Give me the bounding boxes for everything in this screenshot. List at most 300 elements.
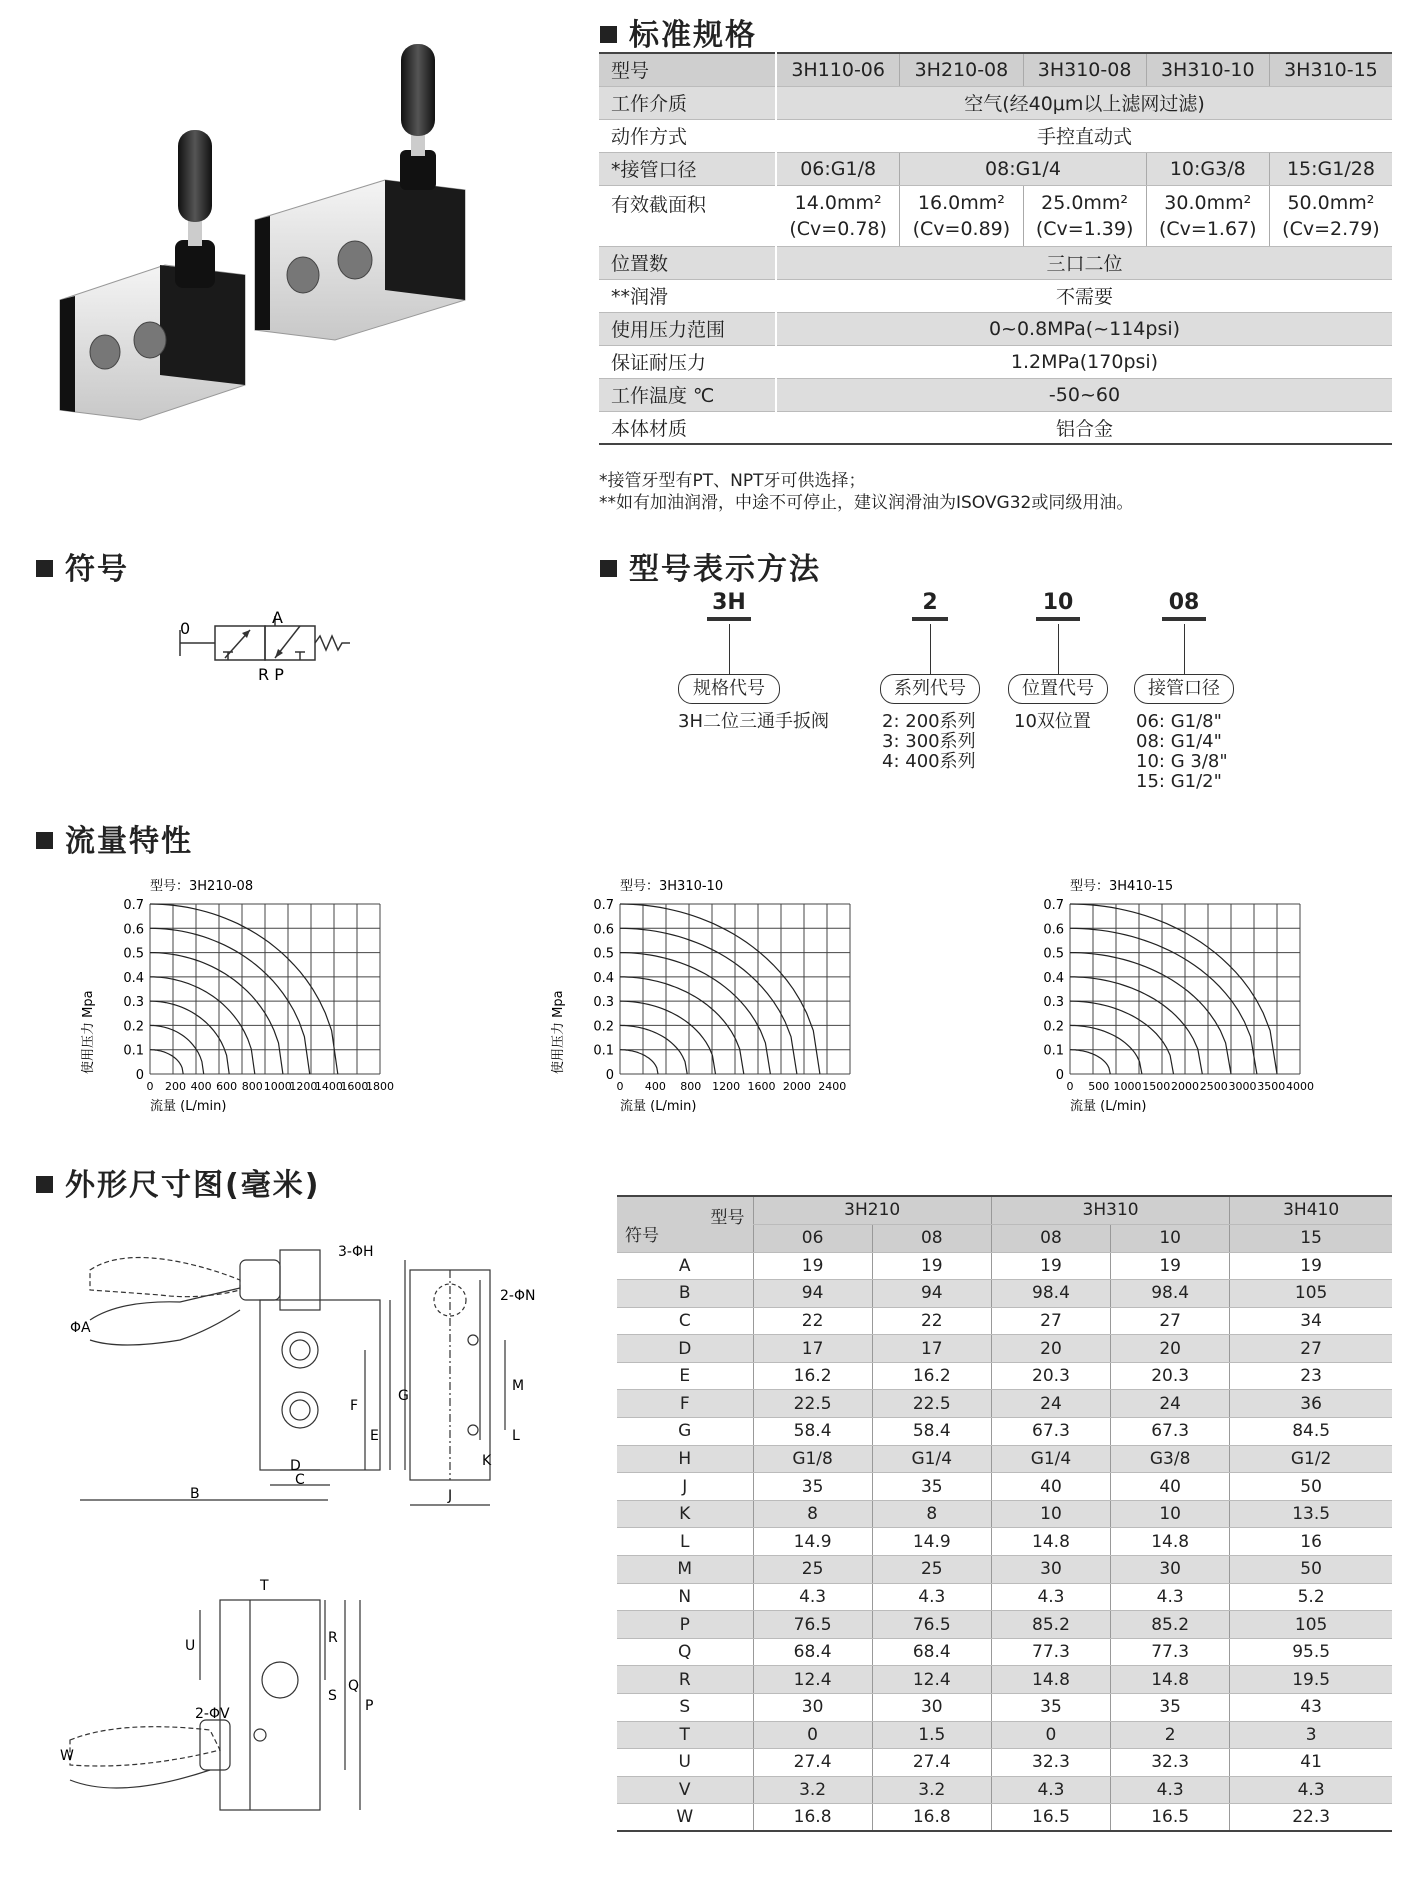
y-tick-label: 0.2 — [593, 1019, 614, 1035]
dim-symbol: H — [617, 1445, 753, 1473]
dim-value: 22.5 — [872, 1390, 991, 1418]
spec-area-cell: 25.0mm² (Cv=1.39) — [1023, 185, 1146, 246]
dim-value: 3.2 — [872, 1776, 991, 1804]
spec-header-row — [599, 53, 1392, 86]
dim-label-2-phi-n: 2-ΦN — [500, 1288, 536, 1304]
y-tick-label: 0.3 — [1043, 995, 1064, 1011]
dim-value: 10 — [1111, 1500, 1230, 1528]
flow-chart-3h310 — [540, 878, 910, 1138]
valve-symbol — [170, 608, 350, 688]
dim-label-f: F — [350, 1398, 359, 1414]
spec-row-value: 空气(经40μm以上滤网过滤) — [776, 86, 1392, 119]
y-tick-label: 0.4 — [1043, 970, 1064, 986]
dim-value: 10 — [991, 1500, 1110, 1528]
model-code-label: 接管口径 — [1134, 674, 1234, 704]
y-tick-label: 0.1 — [593, 1043, 614, 1059]
model-code-label: 规格代号 — [678, 674, 780, 704]
spec-row-value: 1.2MPa(170psi) — [776, 345, 1392, 378]
flow-section-title: 流量特性 — [36, 816, 193, 860]
model-code-part: 3H — [707, 590, 751, 621]
flow-curve — [150, 1050, 183, 1074]
dim-value: 16 — [1230, 1528, 1392, 1556]
table-row — [617, 1252, 1392, 1280]
dim-value: 77.3 — [1111, 1638, 1230, 1666]
dim-value: 40 — [991, 1473, 1110, 1501]
symbol-label-rp: R P — [258, 665, 284, 684]
model-code-label: 位置代号 — [1008, 674, 1108, 704]
dim-label-d: D — [290, 1458, 301, 1474]
model-code-desc: 06: G1/8" 08: G1/4" 10: G 3/8" 15: G1/2" — [1136, 711, 1228, 792]
dim-value: 16.2 — [872, 1362, 991, 1390]
y-tick-label: 0.6 — [1043, 922, 1064, 938]
dim-value: 1.5 — [872, 1721, 991, 1749]
dimension-table — [617, 1195, 1392, 1832]
flow-curve — [1070, 904, 1277, 1074]
spec-header-label: 型号 — [599, 53, 776, 86]
dim-symbol: Q — [617, 1638, 753, 1666]
dim-label-q: Q — [348, 1678, 360, 1694]
dim-label-c: C — [295, 1472, 305, 1488]
dim-value: 19 — [872, 1252, 991, 1280]
dim-value: 77.3 — [991, 1638, 1110, 1666]
table-row — [617, 1666, 1392, 1694]
dim-label-m: M — [512, 1378, 525, 1394]
x-tick-label: 3000 — [1228, 1080, 1257, 1093]
dim-value: 12.4 — [872, 1666, 991, 1694]
y-tick-label: 0 — [1055, 1068, 1064, 1083]
dim-value: 32.3 — [1111, 1749, 1230, 1777]
spec-note-2: **如有加油润滑，中途不可停止，建议润滑油为ISOVG32或同级用油。 — [599, 493, 1134, 513]
dim-size-header: 15 — [1230, 1224, 1392, 1252]
dim-value: 43 — [1230, 1694, 1392, 1722]
dim-symbol: P — [617, 1611, 753, 1639]
table-row — [617, 1528, 1392, 1556]
dim-value: 16.5 — [1111, 1804, 1230, 1832]
spec-row-label: 工作介质 — [599, 86, 776, 119]
x-tick-label: 400 — [644, 1080, 666, 1093]
dim-symbol: T — [617, 1721, 753, 1749]
dim-value: 35 — [991, 1694, 1110, 1722]
dim-symbol: U — [617, 1749, 753, 1777]
dim-value: 25 — [753, 1556, 872, 1584]
dim-value: 4.3 — [1111, 1776, 1230, 1804]
model-code-desc: 10双位置 — [1014, 711, 1091, 732]
dim-value: 41 — [1230, 1749, 1392, 1777]
dim-value: 19 — [1111, 1252, 1230, 1280]
x-tick-label: 1500 — [1142, 1080, 1171, 1093]
y-tick-label: 0.5 — [123, 946, 144, 962]
chart-title: 型号：3H310-10 — [620, 879, 724, 894]
valve-body-right — [255, 44, 465, 340]
dim-value: 3 — [1230, 1721, 1392, 1749]
dim-label-3-phi-h: 3-ΦH — [338, 1244, 374, 1260]
x-tick-label: 800 — [680, 1080, 702, 1093]
y-tick-label: 0.3 — [593, 995, 614, 1011]
symbol-section-title: 符号 — [36, 544, 129, 588]
dim-value: 27.4 — [872, 1749, 991, 1777]
dim-label-p: P — [365, 1698, 374, 1714]
x-tick-label: 0 — [616, 1080, 624, 1093]
dim-value: 24 — [1111, 1390, 1230, 1418]
dim-value: 22.5 — [753, 1390, 872, 1418]
table-row — [617, 1362, 1392, 1390]
dim-value: 27 — [1111, 1307, 1230, 1335]
dim-value: 19.5 — [1230, 1666, 1392, 1694]
dim-value: 0 — [753, 1721, 872, 1749]
spec-row-label: 动作方式 — [599, 119, 776, 152]
table-row — [617, 1776, 1392, 1804]
dim-value: 68.4 — [753, 1638, 872, 1666]
dim-value: 34 — [1230, 1307, 1392, 1335]
x-tick-label: 2500 — [1199, 1080, 1228, 1093]
dim-symbol: A — [617, 1252, 753, 1280]
spec-row-value: 不需要 — [776, 279, 1392, 312]
dim-value: 16.2 — [753, 1362, 872, 1390]
dim-label-s: S — [328, 1688, 337, 1704]
y-tick-label: 0.6 — [593, 922, 614, 938]
flow-curve — [1070, 1050, 1110, 1074]
spec-row-label: *接管口径 — [599, 152, 776, 185]
x-tick-label: 200 — [165, 1080, 187, 1093]
dim-symbol: D — [617, 1335, 753, 1363]
spec-row-label: 使用压力范围 — [599, 312, 776, 345]
dim-value: 22 — [753, 1307, 872, 1335]
flow-curve — [620, 1001, 716, 1074]
dim-value: 105 — [1230, 1611, 1392, 1639]
dim-value: 105 — [1230, 1280, 1392, 1308]
table-row — [617, 1390, 1392, 1418]
spec-row-label: **润滑 — [599, 279, 776, 312]
y-tick-label: 0.5 — [593, 946, 614, 962]
dim-value: 16.5 — [991, 1804, 1110, 1832]
dim-value: 4.3 — [991, 1583, 1110, 1611]
spec-note-1: *接管牙型有PT、NPT牙可供选择； — [599, 471, 866, 491]
dim-symbol: J — [617, 1473, 753, 1501]
y-tick-label: 0.4 — [593, 970, 614, 986]
table-row — [617, 1280, 1392, 1308]
dim-value: 2 — [1111, 1721, 1230, 1749]
dim-symbol: B — [617, 1280, 753, 1308]
dim-value: G3/8 — [1111, 1445, 1230, 1473]
dim-value: 25 — [872, 1556, 991, 1584]
flow-curve — [620, 1050, 658, 1074]
dim-value: 85.2 — [1111, 1611, 1230, 1639]
y-tick-label: 0.7 — [123, 898, 144, 913]
dim-label-l: L — [512, 1428, 520, 1444]
table-row — [617, 1638, 1392, 1666]
x-tick-label: 2000 — [1171, 1080, 1199, 1093]
model-code-part: 2 — [912, 590, 948, 621]
dim-value: 20 — [991, 1335, 1110, 1363]
dim-value: 14.9 — [753, 1528, 872, 1556]
dim-symbol: M — [617, 1556, 753, 1584]
dim-value: 16.8 — [872, 1804, 991, 1832]
dim-value: 22 — [872, 1307, 991, 1335]
y-tick-label: 0.4 — [123, 970, 144, 986]
dim-value: 40 — [1111, 1473, 1230, 1501]
dim-value: 8 — [872, 1500, 991, 1528]
x-tick-label: 500 — [1088, 1080, 1110, 1093]
dimension-drawing-bottom — [60, 1570, 380, 1830]
chart-title: 型号：3H210-08 — [150, 879, 254, 894]
dim-value: 67.3 — [991, 1418, 1110, 1446]
y-tick-label: 0.5 — [1043, 946, 1064, 962]
dim-value: 4.3 — [991, 1776, 1110, 1804]
model-code-part: 08 — [1162, 590, 1206, 621]
dim-value: 14.8 — [1111, 1528, 1230, 1556]
dim-value: 50 — [1230, 1473, 1392, 1501]
table-row — [617, 1500, 1392, 1528]
x-tick-label: 1000 — [1113, 1080, 1142, 1093]
table-row — [617, 1611, 1392, 1639]
flow-curve — [620, 904, 820, 1074]
spec-row-value: 0~0.8MPa(~114psi) — [776, 312, 1392, 345]
table-row — [617, 1556, 1392, 1584]
spec-table — [599, 52, 1392, 445]
dim-value: 50 — [1230, 1556, 1392, 1584]
spec-row-label: 本体材质 — [599, 411, 776, 444]
spec-row-value: -50~60 — [776, 378, 1392, 411]
flow-curve — [150, 1001, 229, 1074]
x-tick-label: 1200 — [289, 1080, 318, 1093]
dim-value: 35 — [872, 1473, 991, 1501]
x-axis-label: 流量 (L/min) — [1070, 1099, 1147, 1114]
dim-value: 30 — [991, 1556, 1110, 1584]
dim-value: 19 — [1230, 1252, 1392, 1280]
spec-port-cell: 10:G3/8 — [1146, 152, 1269, 185]
dim-value: 94 — [872, 1280, 991, 1308]
dim-size-header: 06 — [753, 1224, 872, 1252]
model-code-desc: 3H二位三通手扳阀 — [678, 711, 829, 732]
dim-value: 14.8 — [991, 1666, 1110, 1694]
flow-curve — [150, 904, 338, 1074]
dim-group-header: 3H210 — [753, 1196, 991, 1224]
dimension-section-title: 外形尺寸图(毫米) — [36, 1160, 320, 1204]
y-tick-label: 0.3 — [123, 995, 144, 1011]
dim-group-header: 3H310 — [991, 1196, 1229, 1224]
x-tick-label: 600 — [216, 1080, 238, 1093]
dim-size-header: 10 — [1111, 1224, 1230, 1252]
x-tick-label: 1000 — [263, 1080, 292, 1093]
y-tick-label: 0.1 — [123, 1043, 144, 1059]
dim-value: 27 — [1230, 1335, 1392, 1363]
dim-value: 19 — [753, 1252, 872, 1280]
spec-row-label: 保证耐压力 — [599, 345, 776, 378]
model-code-section-title: 型号表示方法 — [600, 544, 821, 588]
table-row — [617, 1694, 1392, 1722]
dim-value: 35 — [1111, 1694, 1230, 1722]
spec-model: 3H310-15 — [1269, 53, 1392, 86]
x-tick-label: 2000 — [782, 1080, 811, 1093]
flow-chart-3h410 — [990, 878, 1360, 1138]
table-row — [617, 1418, 1392, 1446]
spec-row-label: 工作温度 ℃ — [599, 378, 776, 411]
table-row — [617, 1749, 1392, 1777]
dim-value: 17 — [872, 1335, 991, 1363]
spec-model: 3H310-08 — [1023, 53, 1146, 86]
dim-symbol: C — [617, 1307, 753, 1335]
dim-value: 20.3 — [991, 1362, 1110, 1390]
dim-label-phi-a: ΦA — [70, 1320, 91, 1336]
flow-chart-3h210 — [70, 878, 440, 1138]
spec-model: 3H110-06 — [776, 53, 900, 86]
dim-label-w: W — [60, 1748, 74, 1764]
dim-value: 13.5 — [1230, 1500, 1392, 1528]
spec-model: 3H310-10 — [1146, 53, 1269, 86]
dim-value: 24 — [991, 1390, 1110, 1418]
table-row — [617, 1583, 1392, 1611]
y-tick-label: 0.7 — [1043, 898, 1064, 913]
spec-area-cell: 50.0mm² (Cv=2.79) — [1269, 185, 1392, 246]
dim-label-t: T — [260, 1578, 269, 1594]
x-axis-label: 流量 (L/min) — [620, 1099, 697, 1114]
dim-value: 8 — [753, 1500, 872, 1528]
dim-symbol: E — [617, 1362, 753, 1390]
dim-label-r: R — [328, 1630, 338, 1646]
dim-label-b: B — [190, 1486, 200, 1502]
spec-row-value: 三口二位 — [776, 246, 1392, 279]
dim-value: 14.8 — [991, 1528, 1110, 1556]
spec-port-cell: 15:G1/28 — [1269, 152, 1392, 185]
spec-row-value: 铝合金 — [776, 411, 1392, 444]
spec-port-cell: 06:G1/8 — [776, 152, 900, 185]
dim-value: 35 — [753, 1473, 872, 1501]
dim-group-header: 3H410 — [1230, 1196, 1392, 1224]
dim-label-e: E — [370, 1428, 379, 1444]
flow-curve — [1070, 953, 1231, 1074]
dim-value: 36 — [1230, 1390, 1392, 1418]
y-tick-label: 0.6 — [123, 922, 144, 938]
table-row — [617, 1804, 1392, 1832]
dim-value: 27 — [991, 1307, 1110, 1335]
dim-value: 68.4 — [872, 1638, 991, 1666]
dim-corner: 型号 符号 — [617, 1196, 753, 1252]
x-tick-label: 400 — [190, 1080, 212, 1093]
dim-value: 30 — [1111, 1556, 1230, 1584]
dim-value: 12.4 — [753, 1666, 872, 1694]
dim-value: 67.3 — [1111, 1418, 1230, 1446]
spec-area-cell: 30.0mm² (Cv=1.67) — [1146, 185, 1269, 246]
dim-value: 16.8 — [753, 1804, 872, 1832]
dim-symbol: G — [617, 1418, 753, 1446]
dim-label-k: K — [482, 1453, 492, 1469]
x-tick-label: 1800 — [366, 1080, 394, 1093]
spec-area-cell: 14.0mm² (Cv=0.78) — [776, 185, 900, 246]
model-code-desc: 2: 200系列 3: 300系列 4: 400系列 — [882, 711, 976, 772]
dim-value: G1/8 — [753, 1445, 872, 1473]
y-tick-label: 0.1 — [1043, 1043, 1064, 1059]
dim-value: 14.9 — [872, 1528, 991, 1556]
spec-area-cell: 16.0mm² (Cv=0.89) — [900, 185, 1023, 246]
dim-value: 30 — [872, 1694, 991, 1722]
y-axis-label: 使用压力 Mpa — [81, 990, 96, 1074]
y-axis-label: 使用压力 Mpa — [551, 990, 566, 1074]
dim-value: 27.4 — [753, 1749, 872, 1777]
y-tick-label: 0 — [605, 1068, 614, 1083]
table-row — [617, 1721, 1392, 1749]
x-tick-label: 1400 — [314, 1080, 343, 1093]
dim-symbol: N — [617, 1583, 753, 1611]
dim-value: 85.2 — [991, 1611, 1110, 1639]
x-tick-label: 1600 — [340, 1080, 369, 1093]
dim-symbol: K — [617, 1500, 753, 1528]
dim-value: 30 — [753, 1694, 872, 1722]
dim-value: 58.4 — [753, 1418, 872, 1446]
dim-value: 98.4 — [1111, 1280, 1230, 1308]
dim-value: 23 — [1230, 1362, 1392, 1390]
dim-value: 14.8 — [1111, 1666, 1230, 1694]
dim-value: 95.5 — [1230, 1638, 1392, 1666]
x-tick-label: 3500 — [1257, 1080, 1286, 1093]
dim-value: 4.3 — [1111, 1583, 1230, 1611]
dim-value: 20.3 — [1111, 1362, 1230, 1390]
model-code-part: 10 — [1036, 590, 1080, 621]
x-tick-label: 0 — [1066, 1080, 1074, 1093]
dim-value: 58.4 — [872, 1418, 991, 1446]
spec-port-cell: 08:G1/4 — [900, 152, 1146, 185]
x-tick-label: 1600 — [747, 1080, 776, 1093]
x-tick-label: 2400 — [818, 1080, 847, 1093]
dim-label-u: U — [185, 1638, 196, 1654]
dim-symbol: L — [617, 1528, 753, 1556]
x-tick-label: 800 — [241, 1080, 263, 1093]
dim-value: 32.3 — [991, 1749, 1110, 1777]
x-axis-label: 流量 (L/min) — [150, 1099, 227, 1114]
x-tick-label: 0 — [146, 1080, 154, 1093]
dim-value: 4.3 — [1230, 1776, 1392, 1804]
valve-body-left — [60, 130, 245, 420]
dim-value: 22.3 — [1230, 1804, 1392, 1832]
spec-row-label: 有效截面积 — [599, 185, 776, 246]
dim-value: G1/4 — [991, 1445, 1110, 1473]
dim-value: 4.3 — [753, 1583, 872, 1611]
y-tick-label: 0 — [135, 1068, 144, 1083]
y-tick-label: 0.2 — [123, 1019, 144, 1035]
spec-model: 3H210-08 — [900, 53, 1023, 86]
dim-value: 98.4 — [991, 1280, 1110, 1308]
table-row — [617, 1445, 1392, 1473]
dim-value: 76.5 — [753, 1611, 872, 1639]
dim-label-j: J — [448, 1488, 453, 1504]
symbol-label-o: 0 — [180, 619, 191, 638]
dim-label-2-phi-v: 2-ΦV — [195, 1706, 230, 1722]
dim-value: 20 — [1111, 1335, 1230, 1363]
dim-value: 4.3 — [872, 1583, 991, 1611]
table-row — [617, 1307, 1392, 1335]
dim-value: G1/2 — [1230, 1445, 1392, 1473]
model-code-label: 系列代号 — [880, 674, 980, 704]
spec-row-value: 手控直动式 — [776, 119, 1392, 152]
dim-value: 3.2 — [753, 1776, 872, 1804]
x-tick-label: 1200 — [712, 1080, 741, 1093]
table-row — [617, 1473, 1392, 1501]
dim-value: G1/4 — [872, 1445, 991, 1473]
product-photo — [55, 40, 585, 460]
y-tick-label: 0.2 — [1043, 1019, 1064, 1035]
dimension-drawing-front-side — [60, 1240, 560, 1520]
dim-symbol: S — [617, 1694, 753, 1722]
table-row — [617, 1335, 1392, 1363]
flow-curve — [1070, 1001, 1174, 1074]
dim-symbol: F — [617, 1390, 753, 1418]
spec-row-label: 位置数 — [599, 246, 776, 279]
dim-symbol: V — [617, 1776, 753, 1804]
dim-value: 5.2 — [1230, 1583, 1392, 1611]
dim-value: 84.5 — [1230, 1418, 1392, 1446]
dim-symbol: R — [617, 1666, 753, 1694]
dim-value: 17 — [753, 1335, 872, 1363]
dim-value: 19 — [991, 1252, 1110, 1280]
